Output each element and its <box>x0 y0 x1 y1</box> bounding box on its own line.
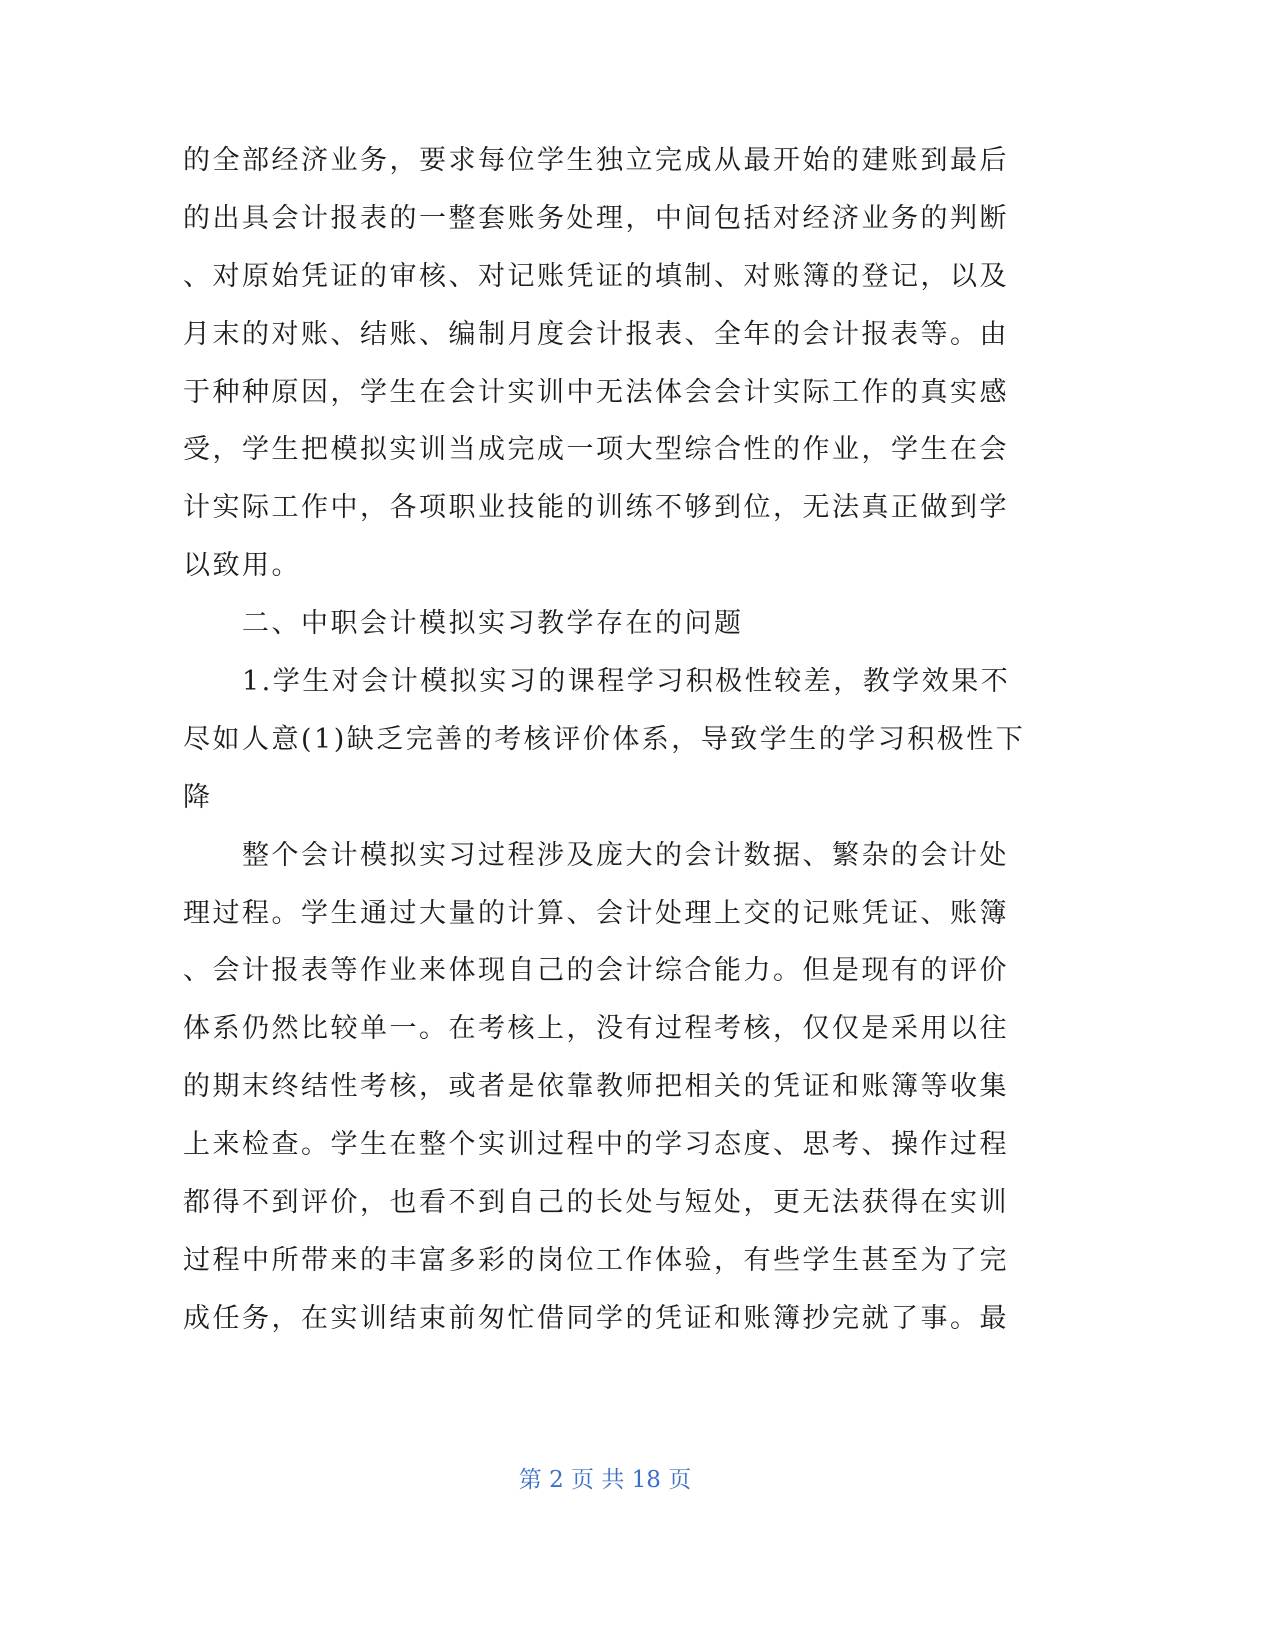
text-line: 计实际工作中，各项职业技能的训练不够到位，无法真正做到学 <box>183 492 1009 524</box>
text-line: 1.学生对会计模拟实习的课程学习积极性较差，教学效果不 <box>242 666 1011 698</box>
section-heading: 二、中职会计模拟实习教学存在的问题 <box>242 608 744 640</box>
text-line: 体系仍然比较单一。在考核上，没有过程考核，仅仅是采用以往 <box>183 1013 1009 1045</box>
text-line: 理过程。学生通过大量的计算、会计处理上交的记账凭证、账簿 <box>183 897 1009 929</box>
text-line: 尽如人意(1)缺乏完善的考核评价体系，导致学生的学习积极性下 <box>183 723 1026 755</box>
text-line: 以致用。 <box>183 550 301 582</box>
text-line: 的出具会计报表的一整套账务处理，中间包括对经济业务的判断 <box>183 202 1009 234</box>
text-line: 整个会计模拟实习过程涉及庞大的会计数据、繁杂的会计处 <box>242 839 1009 871</box>
text-line: 受，学生把模拟实训当成完成一项大型综合性的作业，学生在会 <box>183 434 1009 466</box>
text-line: 过程中所带来的丰富多彩的岗位工作体验，有些学生甚至为了完 <box>183 1244 1009 1276</box>
text-line: 都得不到评价，也看不到自己的长处与短处，更无法获得在实训 <box>183 1187 1009 1219</box>
text-line: 于种种原因，学生在会计实训中无法体会会计实际工作的真实感 <box>183 376 1009 408</box>
text-line: 、对原始凭证的审核、对记账凭证的填制、对账簿的登记，以及 <box>183 260 1009 292</box>
page-number: 第 2 页 共 18 页 <box>518 1467 692 1493</box>
text-line: 、会计报表等作业来体现自己的会计综合能力。但是现有的评价 <box>183 955 1009 987</box>
paragraph-continuation <box>183 132 1043 595</box>
text-line: 的全部经济业务，要求每位学生独立完成从最开始的建账到最后 <box>183 145 1009 176</box>
document-body <box>183 132 1043 1348</box>
text-line: 的期末终结性考核，或者是依靠教师把相关的凭证和账簿等收集 <box>183 1071 1009 1103</box>
text-line: 上来检查。学生在整个实训过程中的学习态度、思考、操作过程 <box>183 1129 1009 1161</box>
text-line: 月末的对账、结账、编制月度会计报表、全年的会计报表等。由 <box>183 318 1009 350</box>
paragraph-subsection <box>183 653 1043 827</box>
text-line: 降 <box>183 781 213 813</box>
text-line: 成任务，在实训结束前匆忙借同学的凭证和账簿抄完就了事。最 <box>183 1302 1009 1334</box>
paragraph-body <box>183 827 1043 1348</box>
